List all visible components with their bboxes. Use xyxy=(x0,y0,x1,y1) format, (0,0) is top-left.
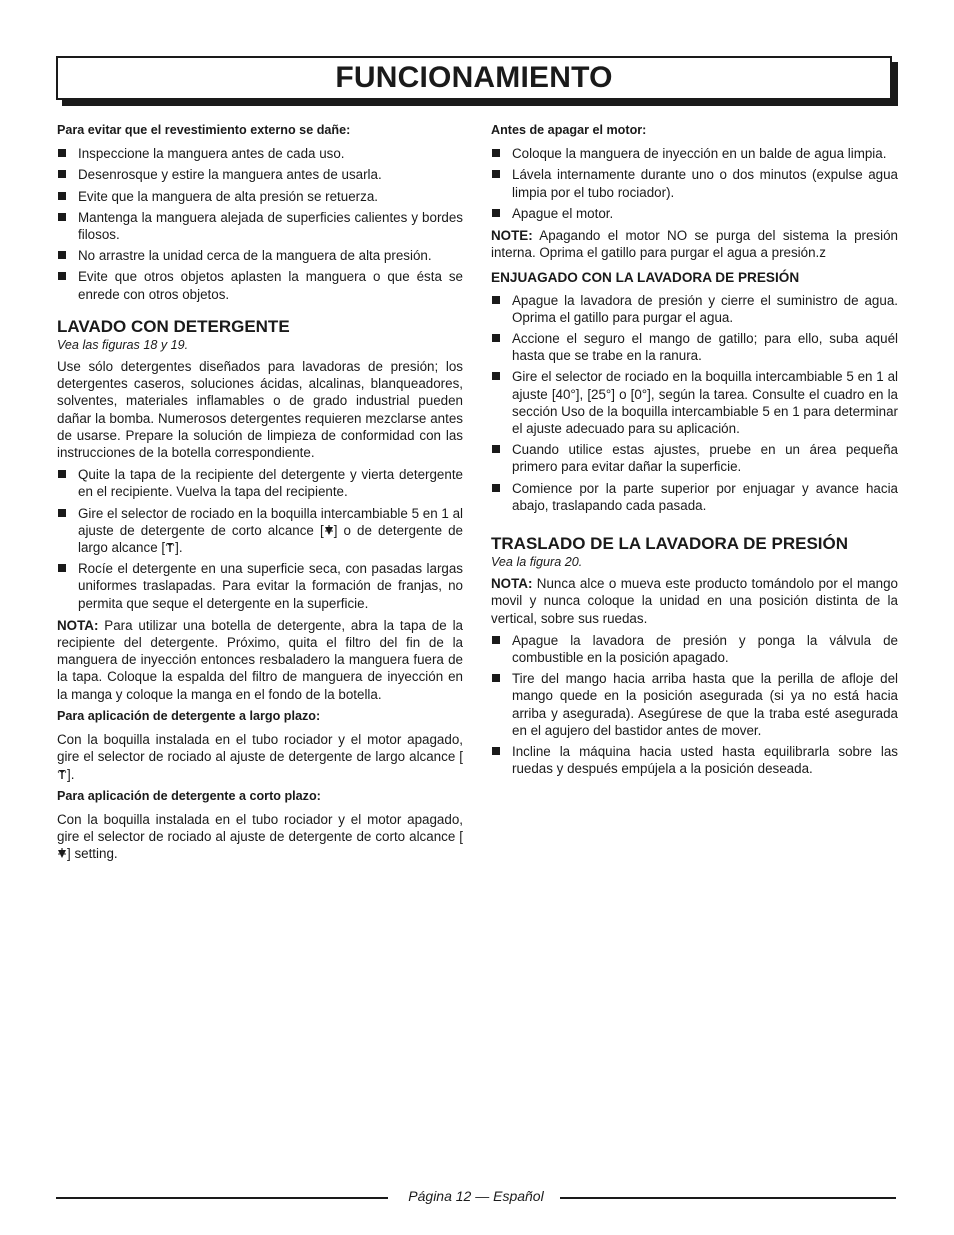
detergent-list xyxy=(57,466,463,612)
note-label: NOTA: xyxy=(491,576,533,592)
note-text: Apagando el motor NO se purga del sistema la presión interna. Oprima el gatillo para purgar el agua a presión.z xyxy=(491,228,898,261)
list-item: Rocíe el detergente en una superficie seca, con pasadas largas uniformes traslapadas. Para evitar la formación de franjas, no permita que seque el detergente en la superficie. xyxy=(57,560,463,612)
short-range-label: Para aplicación de detergente a corto plazo: xyxy=(57,788,321,803)
right-column xyxy=(491,122,898,783)
detergent-note xyxy=(57,617,463,703)
page-footer xyxy=(56,1186,896,1210)
list-item: No arrastre la unidad cerca de la manguera de alta presión. xyxy=(57,247,463,264)
rinse-section-title: ENJUAGADO CON LA LAVADORA DE PRESIÓN xyxy=(491,270,800,286)
short-range-text-a: Con la boquilla instalada en el tubo rociador y el motor apagado, gire el selector de rociado al ajuste de detergente de corto alcance [ xyxy=(57,811,463,845)
long-range-detergent-icon xyxy=(57,769,67,780)
detergent-figure-ref: Vea las figuras 18 y 19. xyxy=(57,337,189,352)
page-title: FUNCIONAMIENTO xyxy=(335,61,613,94)
list-item: Accione el seguro el mango de gatillo; para ello, suba aquél hasta que se trabe en la ranura. xyxy=(491,330,898,364)
shutdown-note xyxy=(491,227,898,261)
note-text: Para utilizar una botella de detergente, abra la tapa de la recipiente del detergente. Próximo, quita el filtro del fin de la manguera de inyección entonces resbaladero la manguera fuera de la tapa. Coloque la espalda del filtro de manguera de inyección en la manga y coloque la manga en el fondo de la botella. xyxy=(57,617,463,702)
hose-care-label: Para evitar que el revestimiento externo se dañe: xyxy=(57,123,351,137)
detergent-item2-text-a: Gire el selector de rociado en la boquilla intercambiable 5 en 1 al ajuste de detergente de corto alcance [ xyxy=(78,505,463,538)
long-range-label: Para aplicación de detergente a largo plazo: xyxy=(57,708,321,723)
footer-rule-left xyxy=(56,1197,388,1199)
short-range-detergent-icon xyxy=(324,525,334,536)
list-item: Tire del mango hacia arriba hasta que la perilla de afloje del mango quede en la posición asegurada (si ya no está hacia arriba y asegurada). Asegúrese de que la traba esté asegurada en el agujero del bastidor antes de mover. xyxy=(491,670,898,739)
transport-figure-ref: Vea la figura 20. xyxy=(491,555,583,570)
detergent-paragraph: Use sólo detergentes diseñados para lavadoras de presión; los detergentes caseros, soluciones ácidas, alcalinas, blanqueadores, solventes, materiales inflamables o de grado industrial pueden dañar la bomba. Numerosos detergentes requieren mezclarse antes de usarse. Prepare la solución de limpieza de conformidad con las instrucciones de la botella correspondiente. xyxy=(57,359,463,461)
short-range-detergent-icon xyxy=(57,848,67,859)
list-item: Lávela internamente durante uno o dos minutos (expulse agua limpia por el tubo rociador). xyxy=(491,166,898,200)
short-range-text-b: ] setting. xyxy=(67,846,118,862)
left-column xyxy=(57,122,463,868)
long-range-text-b: ]. xyxy=(67,766,75,782)
long-range-text-a: Con la boquilla instalada en el tubo rociador y el motor apagado, gire el selector de rociado al ajuste de detergente de largo alcance [ xyxy=(57,732,463,765)
long-range-text xyxy=(57,731,463,783)
long-range-detergent-icon xyxy=(165,542,175,553)
list-item: Incline la máquina hacia usted hasta equilibrarla sobre las ruedas y después empújela a la posición deseada. xyxy=(491,743,898,777)
list-item: Apague el motor. xyxy=(491,205,898,222)
list-item: Desenrosque y estire la manguera antes de usarla. xyxy=(57,166,463,183)
list-item: Comience por la parte superior por enjuagar y avance hacia abajo, traslapando cada pasada. xyxy=(491,480,898,514)
transport-section-title: TRASLADO DE LA LAVADORA DE PRESIÓN xyxy=(491,534,849,554)
list-item: Apague la lavadora de presión y ponga la válvula de combustible en la posición apagado. xyxy=(491,632,898,666)
detergent-section-title: LAVADO CON DETERGENTE xyxy=(57,316,290,336)
footer-page-number: Página 12 — Español xyxy=(408,1188,544,1204)
note-label: NOTA: xyxy=(57,617,99,633)
list-item: Apague la lavadora de presión y cierre el suministro de agua. Oprima el gatillo para purgar el agua. xyxy=(491,292,898,326)
shutdown-label: Antes de apagar el motor: xyxy=(491,123,647,137)
title-box xyxy=(56,56,892,100)
rinse-list xyxy=(491,292,898,514)
list-item: Inspeccione la manguera antes de cada uso. xyxy=(57,145,463,162)
list-item: Gire el selector de rociado en la boquilla intercambiable 5 en 1 al ajuste [40°], [25°] o [0°], según la tarea. Consulte el cuadro en la sección Uso de la boquilla intercambiable 5 en 1 para determinar el ajuste adecuado para su aplicación. xyxy=(491,368,898,437)
transport-note xyxy=(491,575,898,627)
hose-care-list xyxy=(57,145,463,303)
list-item: Coloque la manguera de inyección en un balde de agua limpia. xyxy=(491,145,898,162)
footer-rule-right xyxy=(560,1197,896,1199)
note-label: NOTE: xyxy=(491,228,533,244)
detergent-item2-text-b: ] o de detergente de largo alcance [ xyxy=(78,522,463,556)
list-item: Evite que otros objetos aplasten la manguera o que ésta se enrede con otros objetos. xyxy=(57,268,463,302)
transport-list xyxy=(491,632,898,778)
shutdown-list xyxy=(491,145,898,222)
list-item: Quite la tapa de la recipiente del detergente y vierta detergente en el recipiente. Vuelva la tapa del recipiente. xyxy=(57,466,463,500)
detergent-item2-text-c: ]. xyxy=(175,540,183,556)
list-item: Mantenga la manguera alejada de superficies calientes y bordes filosos. xyxy=(57,209,463,243)
list-item: Evite que la manguera de alta presión se retuerza. xyxy=(57,188,463,205)
list-item: Cuando utilice estas ajustes, pruebe en un área pequeña primero para evitar dañar la superficie. xyxy=(491,441,898,475)
title-banner xyxy=(56,56,898,106)
short-range-text xyxy=(57,811,463,863)
list-item xyxy=(57,505,463,557)
note-text: Nunca alce o mueva este producto tomándolo por el mango movil y nunca coloque la unidad en una posición distinta de la vertical, sobre sus ruedas. xyxy=(491,576,898,626)
